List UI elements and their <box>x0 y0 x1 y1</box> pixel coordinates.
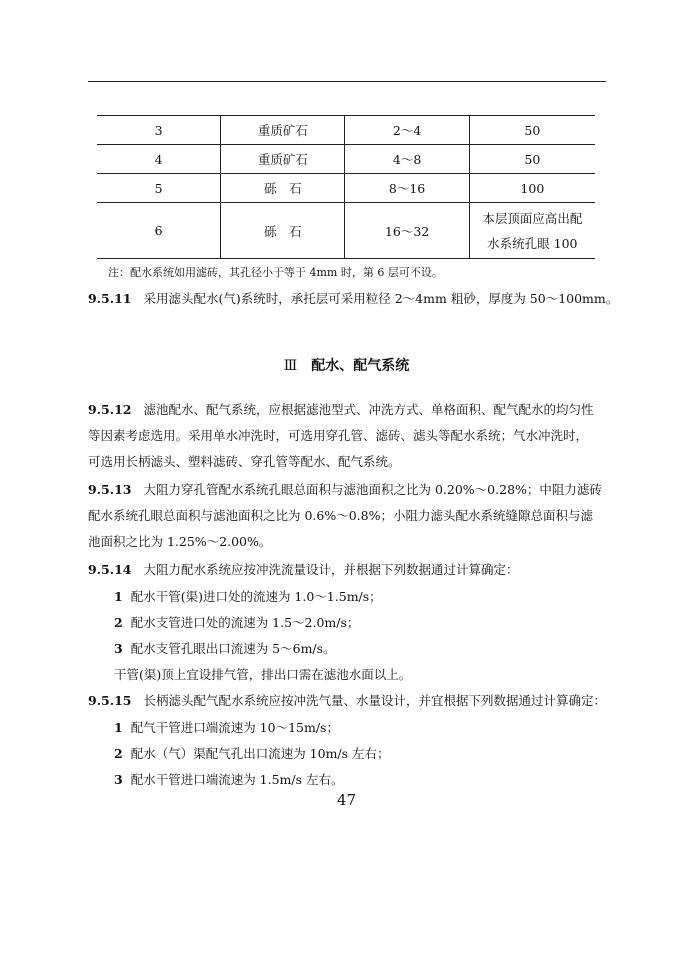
clause-text-line: 可选用长柄滤头、塑料滤砖、穿孔管等配水、配气系统。 <box>88 454 401 469</box>
material-cell: 砾 石 <box>221 203 345 259</box>
thickness-cell <box>469 203 595 259</box>
clause-text-line: 池面积之比为 1.25%～2.00%。 <box>88 534 272 549</box>
thickness-line: 水系统孔眼 100 <box>487 235 578 251</box>
clause-9-5-11 <box>88 289 618 307</box>
clause-text-line: 干管(渠)顶上宜设排气管，排出口需在滤池水面以上。 <box>114 667 412 682</box>
clause-text: 长柄滤头配气配水系统应按冲洗气量、水量设计，并宜根据下列数据通过计算确定： <box>143 693 607 708</box>
support-layer-table <box>97 115 595 259</box>
item-number: 1 <box>114 720 123 735</box>
list-item <box>114 613 359 631</box>
list-item <box>114 639 336 657</box>
material-cell: 砾 石 <box>221 174 345 203</box>
clause-text-line: 等因素考虑选用。采用单水冲洗时，可选用穿孔管、滤砖、滤头等配水系统；气水冲洗时， <box>88 428 589 443</box>
item-text: 配水支管进口处的流速为 1.5～2.0m/s； <box>130 615 360 630</box>
size-cell: 16～32 <box>345 203 469 259</box>
size-cell: 8～16 <box>345 174 469 203</box>
table-row <box>97 116 595 145</box>
section-numeral: Ⅲ <box>283 358 298 374</box>
layer-cell: 6 <box>97 203 221 259</box>
clause-9-5-15 <box>88 691 606 709</box>
list-item <box>114 587 382 605</box>
thickness-cell: 100 <box>469 174 595 203</box>
table-note: 注：配水系统如用滤砖，其孔径小于等于 4mm 时，第 6 层可不设。 <box>108 266 443 279</box>
layer-cell: 5 <box>97 174 221 203</box>
page-number: 47 <box>336 791 357 809</box>
clause-text: 采用滤头配水(气)系统时，承托层可采用粒径 2～4mm 粗砂，厚度为 50～100mm。 <box>143 291 619 306</box>
clause-text: 滤池配水、配气系统，应根据滤池型式、冲洗方式、单格面积、配气配水的均匀性 <box>143 402 594 417</box>
item-text: 配水干管(渠)进口处的流速为 1.0～1.5m/s； <box>130 589 382 604</box>
item-text: 配水支管孔眼出口流速为 5～6m/s。 <box>130 641 336 656</box>
layer-cell: 3 <box>97 116 221 145</box>
clause-9-5-14 <box>88 560 519 578</box>
clause-text: 大阻力穿孔管配水系统孔眼总面积与滤池面积之比为 0.20%～0.28%；中阻力滤砖 <box>143 482 602 497</box>
item-text: 配水（气）渠配气孔出口流速为 10m/s 左右； <box>130 746 390 761</box>
clause-text: 大阻力配水系统应按冲洗流量设计，并根据下列数据通过计算确定： <box>143 562 519 577</box>
layer-cell: 4 <box>97 145 221 174</box>
item-text: 配气干管进口端流速为 10～15m/s； <box>130 720 339 735</box>
thickness-cell: 50 <box>469 116 595 145</box>
list-item <box>114 744 390 762</box>
table-row <box>97 174 595 203</box>
clause-number: 9.5.12 <box>88 402 132 417</box>
item-number: 3 <box>114 641 123 656</box>
material-cell: 重质矿石 <box>221 116 345 145</box>
clause-text-line: 配水系统孔眼总面积与滤池面积之比为 0.6%～0.8%；小阻力滤头配水系统缝隙总面积与滤 <box>88 508 593 523</box>
item-number: 2 <box>114 746 123 761</box>
item-text: 配水干管进口端流速为 1.5m/s 左右。 <box>130 772 344 787</box>
item-number: 1 <box>114 589 123 604</box>
list-item <box>114 770 344 788</box>
list-item <box>114 718 339 736</box>
clause-number: 9.5.11 <box>88 291 132 306</box>
clause-number: 9.5.14 <box>88 562 132 577</box>
item-number: 3 <box>114 772 123 787</box>
header-rule <box>88 81 606 82</box>
section-title: 配水、配气系统 <box>311 358 410 374</box>
thickness-line: 本层顶面应高出配 <box>482 210 583 226</box>
clause-number: 9.5.13 <box>88 482 132 497</box>
size-cell: 2～4 <box>345 116 469 145</box>
clause-number: 9.5.15 <box>88 693 132 708</box>
size-cell: 4～8 <box>345 145 469 174</box>
table-row <box>97 203 595 259</box>
clause-9-5-12 <box>88 400 594 418</box>
table-row <box>97 145 595 174</box>
section-heading <box>0 355 693 375</box>
item-number: 2 <box>114 615 123 630</box>
clause-9-5-13 <box>88 480 602 498</box>
material-cell: 重质矿石 <box>221 145 345 174</box>
thickness-cell: 50 <box>469 145 595 174</box>
